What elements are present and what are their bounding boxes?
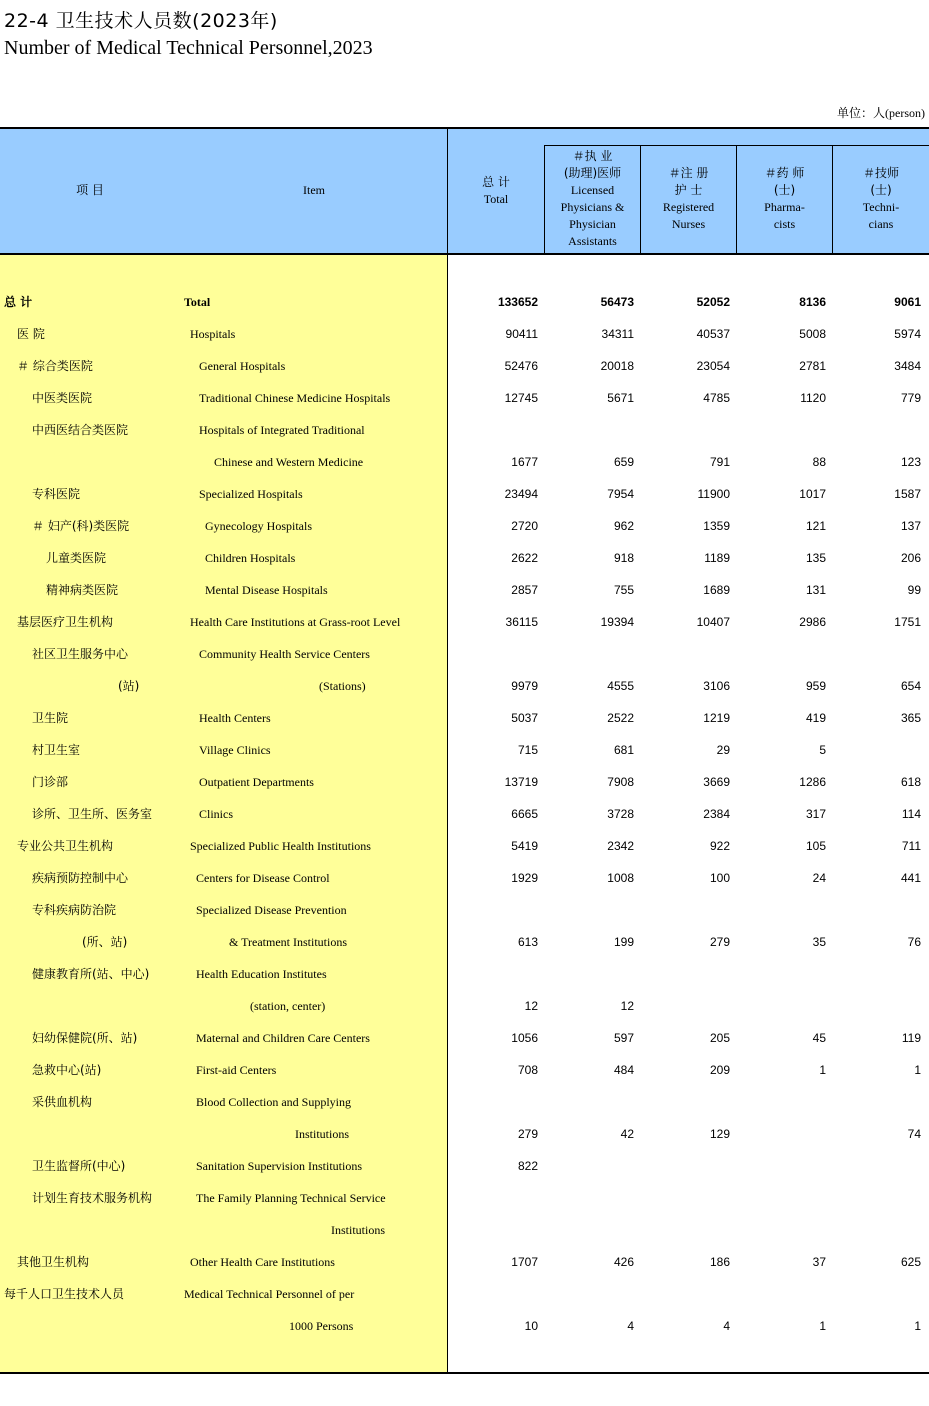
table-row [0,676,929,696]
cell-value: 119 [901,1031,921,1045]
cell-value: 23494 [504,487,538,501]
cell-value: 1219 [703,711,730,725]
cell-value: 922 [709,839,730,853]
cell-value: 2781 [799,359,826,373]
row-label-cn: 健康教育所(站、中心) [32,967,150,981]
cell-value: 597 [613,1031,634,1045]
cell-value: 10407 [696,615,730,629]
cell-value: 1 [819,1319,826,1333]
cell-value: 279 [709,935,730,949]
cell-value: 121 [805,519,826,533]
cell-value: 1120 [800,391,826,405]
cell-value: 76 [907,935,921,949]
cell-value: 37 [812,1255,826,1269]
table-row [0,420,929,440]
row-label-en: Specialized Hospitals [199,487,303,501]
row-label-cn: 社区卫生服务中心 [32,647,129,661]
header-physicians: ＃执 业 (助理)医师 Licensed Physicians & Physician Assistants [560,149,625,248]
table-row [0,772,929,792]
cell-value: 34311 [601,327,634,341]
cell-value: 35 [812,935,826,949]
cell-value: 779 [900,391,921,405]
row-label-cn: 总 计 [4,295,33,309]
cell-value: 2720 [511,519,538,533]
cell-value: 12745 [504,391,538,405]
table-row [0,644,929,664]
row-label-cn: 精神病类医院 [46,583,119,597]
row-label-en: 1000 Persons [289,1319,354,1333]
cell-value: 4 [627,1319,634,1333]
table-row [0,740,929,760]
cell-value: 42 [620,1127,634,1141]
cell-value: 186 [709,1255,730,1269]
table-row [0,1284,929,1304]
cell-value: 114 [901,807,921,821]
table-row [0,324,929,344]
table-row [0,580,929,600]
header-item-en: Item [303,183,325,197]
table-row [0,612,929,632]
table-row [0,1188,929,1208]
row-label-en: Institutions [295,1127,350,1141]
row-label-en: Hospitals [190,327,236,341]
cell-value: 822 [517,1159,538,1173]
row-label-en: First-aid Centers [196,1063,277,1077]
cell-value: 1707 [511,1255,538,1269]
cell-value: 1359 [703,519,730,533]
cell-value: 618 [900,775,921,789]
header-nurses: ＃注 册 护 士 Registered Nurses [662,166,715,231]
row-label-en: (station, center) [250,999,326,1013]
row-label-cn: 诊所、卫生所、医务室 [32,807,153,821]
cell-value: 2622 [511,551,538,565]
row-label-cn: 中西医结合类医院 [32,423,129,437]
row-label-en: Outpatient Departments [199,775,314,789]
header-technicians: ＃技师 (士) Techni- cians [862,166,900,231]
row-label-cn: 采供血机构 [32,1095,93,1109]
cell-value: 19394 [600,615,634,629]
cell-value: 12 [620,999,634,1013]
row-label-en: Hospitals of Integrated Traditional [199,423,365,437]
cell-value: 199 [613,935,634,949]
table-row [0,516,929,536]
row-label-cn: ＃ 综合类医院 [17,359,93,373]
cell-value: 5 [819,743,826,757]
cell-value: 123 [900,455,921,469]
cell-value: 279 [517,1127,538,1141]
row-label-en: Centers for Disease Control [196,871,330,885]
cell-value: 659 [613,455,634,469]
cell-value: 129 [709,1127,730,1141]
table-row [0,996,929,1016]
row-label-cn: 妇幼保健院(所、站) [32,1031,138,1045]
cell-value: 4 [723,1319,730,1333]
cell-value: 3484 [894,359,921,373]
row-label-en: Medical Technical Personnel of per [184,1287,355,1301]
header-pharmacists: ＃药 师 (士) Pharma- cists [764,166,805,231]
cell-value: 6665 [511,807,538,821]
cell-value: 755 [613,583,634,597]
cell-value: 1017 [799,487,826,501]
table-row [0,932,929,952]
cell-value: 7908 [607,775,634,789]
cell-value: 7954 [607,487,634,501]
cell-value: 100 [709,871,730,885]
row-label-cn: 每千人口卫生技术人员 [4,1287,125,1301]
cell-value: 1751 [894,615,921,629]
table-row [0,548,929,568]
cell-value: 1587 [894,487,921,501]
cell-value: 1929 [511,871,538,885]
cell-value: 3106 [703,679,730,693]
table-row [0,388,929,408]
row-label-en: Gynecology Hospitals [205,519,312,533]
row-label-cn: 专业公共卫生机构 [17,839,114,853]
cell-value: 2522 [607,711,634,725]
cell-value: 209 [709,1063,730,1077]
table-row [0,484,929,504]
table-row [0,1060,929,1080]
row-label-en: The Family Planning Technical Service [196,1191,386,1205]
cell-value: 2384 [703,807,730,821]
table-row [0,804,929,824]
row-label-en: Specialized Disease Prevention [196,903,347,917]
row-label-en: Maternal and Children Care Centers [196,1031,370,1045]
cell-value: 29 [716,743,730,757]
table-row [0,836,929,856]
row-label-cn: 村卫生室 [32,743,81,757]
cell-value: 791 [709,455,730,469]
cell-value: 681 [613,743,634,757]
cell-value: 5419 [511,839,538,853]
unit-label-cn: 单位：人 [837,106,886,120]
cell-value: 426 [613,1255,634,1269]
cell-value: 24 [812,871,826,885]
cell-value: 40537 [696,327,730,341]
table-row [0,1156,929,1176]
table-row [0,1252,929,1272]
row-label-cn: (所、站) [82,935,128,949]
row-label-cn: 基层医疗卫生机构 [17,615,114,629]
cell-value: 918 [613,551,634,565]
cell-value: 206 [900,551,921,565]
table-row [0,900,929,920]
table-bottom-rule [0,1372,929,1374]
row-label-cn: 医 院 [17,327,45,341]
unit-label [837,104,925,121]
row-label-en: Chinese and Western Medicine [214,455,364,469]
cell-value: 2986 [799,615,826,629]
cell-value: 441 [900,871,921,885]
cell-value: 708 [517,1063,538,1077]
row-label-cn: ＃ 妇产(科)类医院 [32,519,130,533]
cell-value: 4555 [607,679,634,693]
row-label-cn: 急救中心(站) [32,1063,102,1077]
cell-value: 625 [900,1255,921,1269]
cell-value: 3669 [703,775,730,789]
table-row [0,868,929,888]
cell-value: 5008 [799,327,826,341]
cell-value: 959 [805,679,826,693]
row-label-en: Health Centers [199,711,271,725]
row-label-cn: 专科疾病防治院 [32,903,117,917]
cell-value: 133652 [497,295,538,309]
row-label-en: Other Health Care Institutions [190,1255,335,1269]
row-label-cn: 卫生监督所(中心) [32,1159,126,1173]
row-label-en: Specialized Public Health Institutions [190,839,371,853]
row-label-cn: 门诊部 [32,775,69,789]
cell-value: 131 [805,583,826,597]
table-row [0,1092,929,1112]
cell-value: 10 [524,1319,538,1333]
row-label-cn: 疾病预防控制中心 [32,871,129,885]
cell-value: 1 [914,1063,921,1077]
cell-value: 99 [907,583,921,597]
cell-value: 9979 [511,679,538,693]
cell-value: 9061 [894,295,921,309]
row-label-en: Institutions [331,1223,386,1237]
cell-value: 74 [907,1127,921,1141]
row-label-en: Mental Disease Hospitals [205,583,328,597]
row-label-en: & Treatment Institutions [229,935,348,949]
table-row [0,1124,929,1144]
cell-value: 654 [900,679,921,693]
cell-value: 1056 [511,1031,538,1045]
cell-value: 45 [812,1031,826,1045]
row-label-en: General Hospitals [199,359,286,373]
cell-value: 365 [900,711,921,725]
cell-value: 56473 [600,295,634,309]
cell-value: 1008 [607,871,634,885]
table-title-cn: 22-4 卫生技术人员数(2023年) [4,10,278,32]
cell-value: 20018 [600,359,634,373]
cell-value: 1 [819,1063,826,1077]
row-label-cn: 计划生育技术服务机构 [32,1191,153,1205]
cell-value: 613 [517,935,538,949]
cell-value: 715 [517,743,538,757]
table-row [0,1316,929,1336]
row-label-cn: 专科医院 [32,487,81,501]
row-label-cn: 中医类医院 [32,391,93,405]
cell-value: 105 [805,839,826,853]
cell-value: 1689 [703,583,730,597]
cell-value: 52476 [504,359,538,373]
cell-value: 962 [613,519,634,533]
row-label-en: Total [184,295,211,309]
row-label-en: Traditional Chinese Medicine Hospitals [199,391,391,405]
cell-value: 88 [812,455,826,469]
table-row [0,1028,929,1048]
row-label-en: Sanitation Supervision Institutions [196,1159,363,1173]
cell-value: 205 [709,1031,730,1045]
table-row [0,708,929,728]
cell-value: 52052 [696,295,730,309]
row-label-en: Clinics [199,807,234,821]
header-bottom-rule [0,253,929,255]
table-title-en: Number of Medical Technical Personnel,2023 [4,37,373,59]
table-row [0,452,929,472]
cell-value: 5037 [511,711,538,725]
cell-value: 2857 [511,583,538,597]
cell-value: 1677 [511,455,538,469]
cell-value: 36115 [505,615,538,629]
cell-value: 12 [524,999,538,1013]
cell-value: 317 [805,807,826,821]
cell-value: 419 [805,711,826,725]
row-label-en: Health Care Institutions at Grass-root Level [190,615,401,629]
table-row [0,292,929,312]
cell-value: 5974 [894,327,921,341]
cell-value: 135 [805,551,826,565]
row-label-cn: 其他卫生机构 [17,1255,90,1269]
header-total: 总 计 Total [482,175,510,206]
table-row [0,356,929,376]
table-row [0,1220,929,1240]
cell-value: 1189 [704,551,730,565]
unit-label-en: (person) [885,106,925,120]
cell-value: 484 [613,1063,634,1077]
cell-value: 5671 [607,391,634,405]
row-label-cn: 卫生院 [32,711,69,725]
cell-value: 13719 [504,775,538,789]
row-label-en: Village Clinics [199,743,271,757]
cell-value: 8136 [799,295,826,309]
cell-value: 137 [900,519,921,533]
cell-value: 2342 [607,839,634,853]
row-label-en: (Stations) [319,679,366,693]
cell-value: 1 [914,1319,921,1333]
row-label-en: Health Education Institutes [196,967,327,981]
cell-value: 4785 [703,391,730,405]
row-label-cn: 儿童类医院 [46,551,107,565]
table-row [0,964,929,984]
row-label-en: Blood Collection and Supplying [196,1095,351,1109]
cell-value: 23054 [696,359,730,373]
header-item-cn: 项 目 [76,183,104,197]
row-label-cn: (站) [118,679,140,693]
cell-value: 3728 [607,807,634,821]
cell-value: 11900 [697,487,730,501]
row-label-en: Children Hospitals [205,551,296,565]
cell-value: 90411 [505,327,538,341]
row-label-en: Community Health Service Centers [199,647,370,661]
cell-value: 711 [901,839,921,853]
cell-value: 1286 [799,775,826,789]
